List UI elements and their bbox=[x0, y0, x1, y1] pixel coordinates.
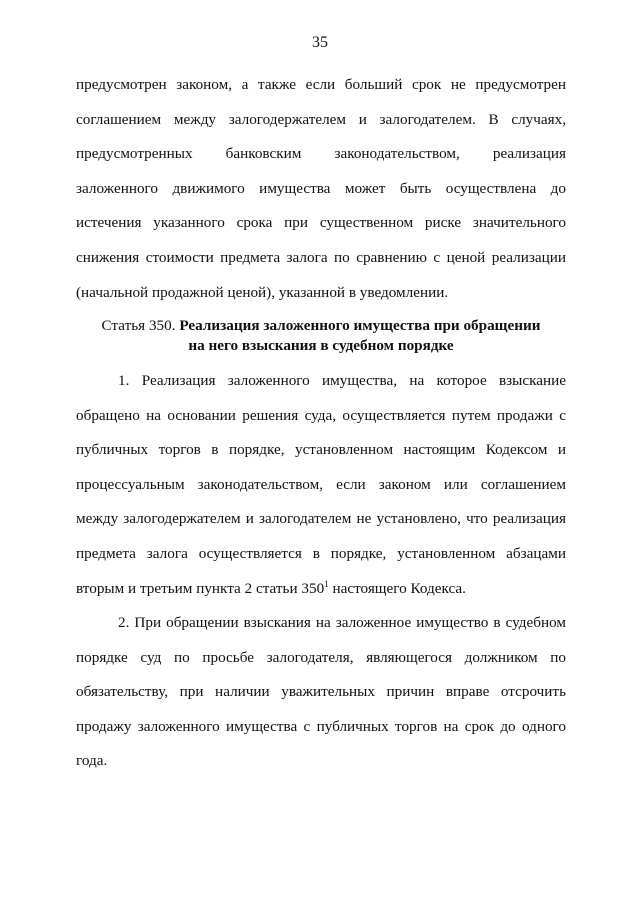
text-line: продажу заложенного имущества с публичных торгов на срок до одного bbox=[76, 717, 566, 735]
continuation-paragraph bbox=[76, 68, 566, 310]
text-line: 1. Реализация заложенного имущества, на которое взыскание bbox=[118, 372, 566, 389]
text-line: предусмотрен законом, а также если больший срок не предусмотрен bbox=[76, 76, 566, 93]
text-line: 2. При обращении взыскания на заложенное имущество в судебном bbox=[118, 614, 566, 631]
paragraph-2 bbox=[76, 606, 566, 779]
article-number: Статья 350. bbox=[101, 317, 176, 334]
text-line: обязательству, при наличии уважительных причин вправе отсрочить bbox=[76, 683, 566, 701]
text-line: предусмотренных банковским законодательством, реализация bbox=[76, 145, 566, 163]
text-line: публичных торгов в порядке, установленном настоящим Кодексом и bbox=[76, 441, 566, 459]
text-line: года. bbox=[76, 752, 108, 770]
text-line: истечения указанного срока при существенном риске значительного bbox=[76, 214, 566, 232]
text-line: процессуальным законодательством, если законом или соглашением bbox=[76, 475, 566, 493]
article-title-line-1: Реализация заложенного имущества при обращении bbox=[179, 317, 541, 334]
superscript: 1 bbox=[324, 578, 329, 589]
text-line: предмета залога осуществляется в порядке, установленном абзацами bbox=[76, 544, 566, 562]
text-line: заложенного движимого имущества может быть осуществлена до bbox=[76, 179, 566, 197]
text-line: (начальной продажной ценой), указанной в уведомлении. bbox=[76, 283, 449, 301]
article-heading bbox=[76, 316, 566, 356]
page-number: 35 bbox=[312, 34, 328, 51]
article-title-line-2: на него взыскания в судебном порядке bbox=[188, 337, 454, 354]
text-fragment: вторым и третьим пункта 2 статьи 350 bbox=[76, 579, 325, 597]
text-line bbox=[76, 572, 566, 607]
text-line: обращено на основании решения суда, осуществляется путем продажи с bbox=[76, 406, 566, 424]
text-line: между залогодержателем и залогодателем не установлено, что реализация bbox=[76, 510, 566, 528]
text-fragment: настоящего Кодекса. bbox=[328, 579, 466, 597]
text-line: снижения стоимости предмета залога по сравнению с ценой реализации bbox=[76, 248, 566, 266]
text-line: порядке суд по просьбе залогодателя, являющегося должником по bbox=[76, 648, 566, 666]
text-line: соглашением между залогодержателем и залогодателем. В случаях, bbox=[76, 110, 566, 128]
paragraph-1 bbox=[76, 364, 566, 606]
